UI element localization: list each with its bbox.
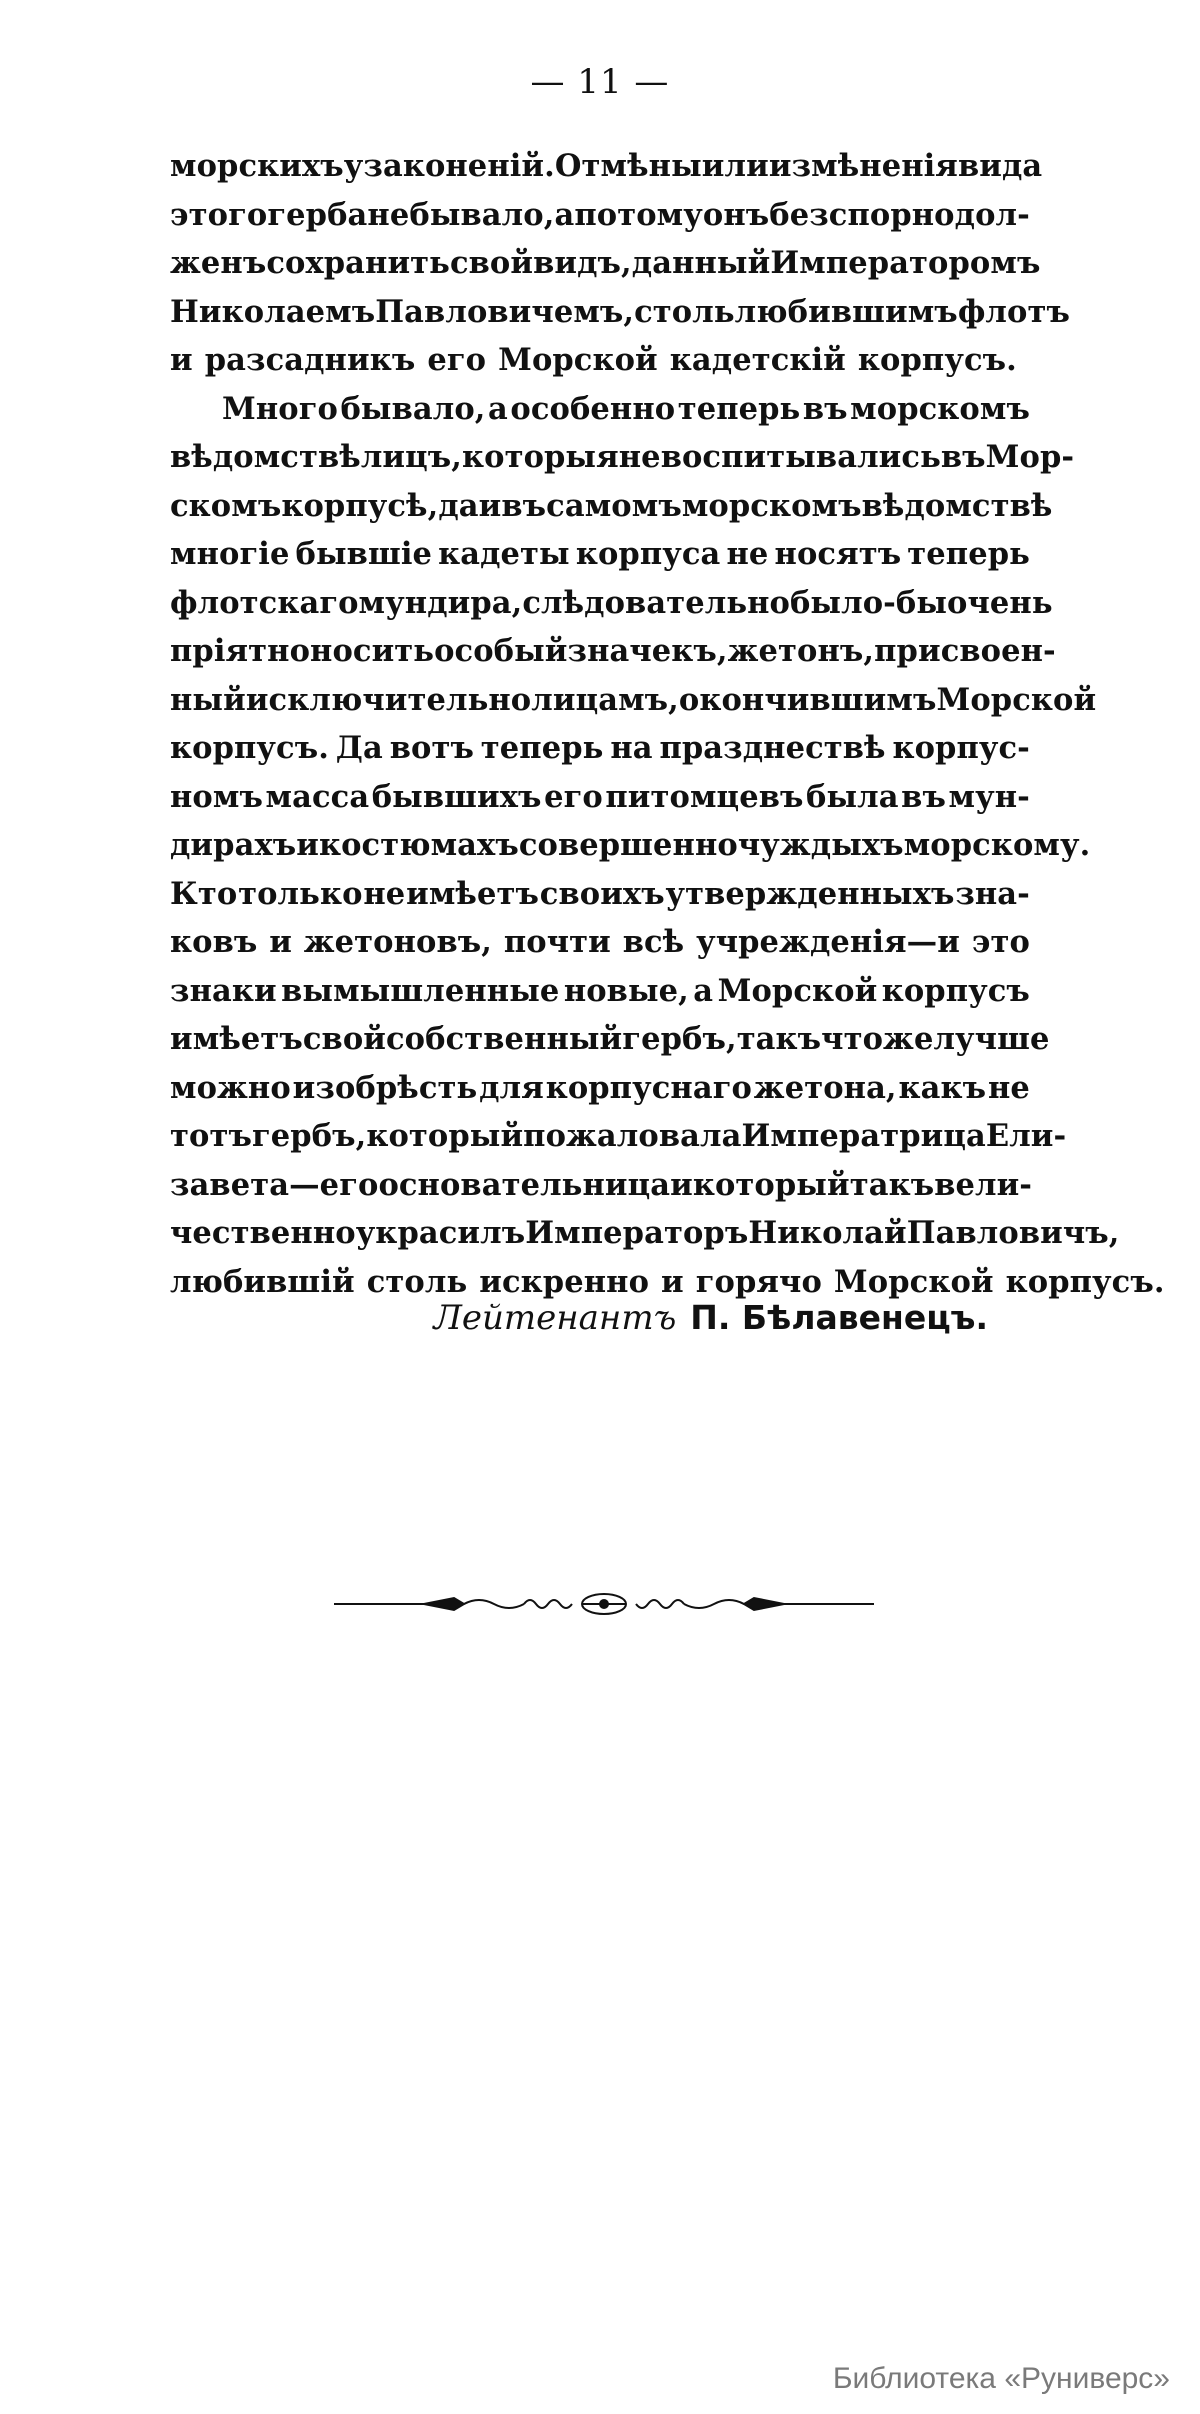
word: столь [366, 1263, 468, 1300]
word: въ [940, 439, 986, 475]
word: корпус- [892, 730, 1030, 766]
text-line [170, 967, 1030, 1016]
text-line [170, 724, 1030, 773]
word: узаконеній. [343, 148, 555, 184]
word: морскомъ [681, 487, 862, 524]
word: разсадникъ [204, 342, 416, 378]
word: женъ [170, 245, 267, 281]
word: теперь [907, 536, 1030, 572]
word: вѣдомствѣ [861, 487, 1053, 524]
word: который [692, 1166, 850, 1203]
word: этого [170, 196, 268, 233]
word: собственный [386, 1021, 623, 1057]
word: свой [302, 1021, 387, 1057]
word: очень [947, 584, 1053, 621]
word: вымышленные [281, 972, 560, 1009]
word: Много [222, 390, 338, 427]
word: онъ [702, 196, 770, 233]
word: питомцевъ [605, 778, 804, 815]
word: почти [503, 924, 611, 960]
word: знаки [170, 972, 277, 1009]
signature-title: Лейтенантъ [433, 1298, 677, 1338]
word: горячо [695, 1263, 822, 1300]
word: Павловичъ, [906, 1215, 1120, 1251]
word: мун- [948, 778, 1030, 815]
word: же [883, 1021, 934, 1057]
word: любившимъ [734, 293, 958, 330]
word: Императрица [741, 1118, 986, 1154]
word: а [693, 972, 714, 1009]
text-line [170, 579, 1053, 628]
word: гербъ, [622, 1021, 737, 1057]
text-line [170, 482, 1053, 531]
text-line [170, 918, 1030, 967]
word: что [821, 1021, 884, 1057]
word: или [701, 148, 769, 184]
word: и [170, 342, 193, 378]
word: присвоен- [874, 633, 1056, 669]
text-line [170, 1015, 1050, 1064]
word: теперь [677, 390, 801, 427]
word: въ [802, 390, 848, 427]
word: корпусъ. [170, 730, 329, 766]
word: не [363, 875, 406, 912]
word: скомъ [170, 487, 282, 524]
word: корпусъ. [857, 342, 1017, 378]
word: и [269, 924, 292, 960]
word: и [661, 1263, 684, 1300]
word: имѣетъ [406, 875, 539, 912]
word: дол- [954, 196, 1030, 233]
word: измѣненія [768, 148, 958, 184]
word: гербъ, [251, 1118, 367, 1154]
word: лицъ, [360, 439, 462, 475]
word: учрежденія—и [696, 924, 960, 960]
word: такъ [736, 1021, 822, 1057]
word: вида [957, 148, 1043, 184]
word: теперь [480, 730, 604, 766]
word: Николаемъ [170, 293, 376, 330]
word: его [544, 778, 603, 815]
body-text [170, 142, 1165, 1306]
word: украсилъ [355, 1215, 526, 1251]
decorative-divider-ornament [334, 1584, 874, 1624]
word: всѣ [622, 924, 685, 960]
word: Ели- [985, 1118, 1067, 1154]
word: корпусъ [881, 972, 1030, 1009]
word: а [554, 196, 575, 233]
text-line [170, 676, 1097, 725]
word: столь [634, 293, 735, 330]
word: было-бы [789, 584, 948, 621]
word: сохранить [266, 245, 450, 281]
word: слѣдовательно [522, 584, 790, 621]
word: особенно [510, 390, 676, 427]
word: свой [449, 245, 534, 281]
word: масса [265, 778, 370, 815]
word: герба [267, 196, 368, 233]
word: совершенно [518, 827, 738, 863]
word: не [618, 439, 661, 475]
word: была [806, 778, 899, 815]
word: самомъ [546, 487, 682, 524]
text-line [170, 1064, 1030, 1113]
text-line [170, 191, 1030, 240]
word: кадетскій [669, 342, 846, 378]
word: его [427, 342, 487, 378]
word: бывшихъ [371, 778, 542, 815]
word: Павловичемъ, [375, 293, 635, 330]
word: флотскаго [170, 584, 359, 621]
word: корпуса [575, 536, 721, 572]
text-line [170, 530, 1030, 579]
page-number: — 11 — [530, 62, 670, 102]
word: а [488, 390, 508, 427]
word: мундира, [358, 584, 523, 621]
word: утвержденныхъ [665, 875, 955, 912]
word: завета—его [170, 1166, 379, 1203]
word: жетона, [753, 1069, 897, 1106]
text-line [170, 142, 1043, 191]
word: Да [335, 730, 383, 766]
word: своихъ [539, 875, 665, 912]
word: да [438, 487, 479, 524]
signature [434, 1298, 988, 1338]
word: Морской [498, 342, 658, 378]
word: видъ, [533, 245, 632, 281]
word: бывшіе [295, 536, 433, 572]
word: дирахъ [170, 827, 297, 863]
word: лицамъ, [531, 681, 679, 718]
word: какъ [898, 1069, 987, 1106]
word: Морской [833, 1263, 994, 1300]
word: изобрѣсть [292, 1069, 478, 1106]
word: номъ [170, 778, 263, 815]
word: и [670, 1166, 693, 1203]
word: любившій [170, 1263, 355, 1300]
word: не [988, 1069, 1030, 1106]
word: можно [170, 1069, 291, 1106]
word: потому [574, 196, 703, 233]
word: вотъ [389, 730, 474, 766]
text-line [170, 1209, 1120, 1258]
word: такъ [849, 1166, 935, 1203]
word: чественно [170, 1215, 356, 1251]
word: воспитывались [660, 439, 941, 475]
word: и [478, 487, 502, 524]
word: только [238, 875, 363, 912]
text-line [170, 385, 1030, 434]
word: которыя [462, 439, 619, 475]
word: на [610, 730, 653, 766]
word: Николай [748, 1215, 907, 1251]
text-line [170, 627, 1056, 676]
word: многіе [170, 536, 290, 572]
word: не [367, 196, 410, 233]
word: Императоръ [525, 1215, 749, 1251]
text-line [170, 288, 1070, 337]
word: новые, [563, 972, 689, 1009]
word: и [296, 827, 319, 863]
word: тотъ [170, 1118, 252, 1154]
word: особый [434, 633, 568, 669]
word: чуждыхъ [737, 827, 904, 863]
word: значекъ, [567, 633, 728, 669]
word: морскому. [903, 827, 1091, 863]
signature-name: П. Бѣлавенецъ. [690, 1298, 988, 1337]
word: костюмахъ [318, 827, 519, 863]
word: не [726, 536, 769, 572]
word: пріятно [170, 633, 311, 669]
word: безспорно [769, 196, 955, 233]
text-line [170, 1112, 1067, 1161]
word: бывало, [409, 196, 555, 233]
text-line [170, 336, 1030, 385]
word: который [366, 1118, 524, 1154]
word: исключительно [245, 681, 532, 718]
word: носить [310, 633, 435, 669]
text-line [170, 433, 1075, 482]
word: Отмѣны [554, 148, 702, 184]
word: празднествѣ [659, 730, 886, 766]
word: имѣетъ [170, 1021, 303, 1057]
word: Кто [170, 875, 238, 912]
word: пожаловала [523, 1118, 742, 1154]
word: корпуснаго [545, 1069, 752, 1106]
word: въ [901, 778, 946, 815]
word: носятъ [774, 536, 902, 572]
word: для [479, 1069, 544, 1106]
word: ковъ [170, 924, 258, 960]
word: вѣдомствѣ [170, 439, 361, 475]
word: бывало, [340, 390, 486, 427]
word: это [971, 924, 1030, 960]
word: Мор- [985, 439, 1075, 475]
word: зна- [955, 875, 1030, 912]
library-watermark: Библиотека «Руниверс» [832, 2362, 1170, 2395]
word: корпусъ. [1005, 1263, 1165, 1300]
word: кадеты [438, 536, 570, 572]
word: ный [170, 681, 246, 718]
text-line [170, 773, 1030, 822]
word: жетоновъ, [303, 924, 493, 960]
text-line [170, 870, 1030, 919]
word: морскихъ [170, 148, 344, 184]
text-line [170, 1161, 1033, 1210]
word: морскомъ [850, 390, 1030, 427]
word: вели- [934, 1166, 1033, 1203]
word: Морской [936, 681, 1097, 718]
word: жетонъ, [727, 633, 875, 669]
word: Морской [717, 972, 878, 1009]
word: искренно [479, 1263, 650, 1300]
word: флотъ [957, 293, 1070, 330]
word: въ [501, 487, 547, 524]
word: данный [631, 245, 771, 281]
word: окончившимъ [678, 681, 937, 718]
text-line [170, 239, 1041, 288]
word: основательница [378, 1166, 671, 1203]
word: Императоромъ [770, 245, 1041, 281]
word: лучше [933, 1021, 1050, 1057]
text-line [170, 821, 1091, 870]
word: корпусѣ, [281, 487, 439, 524]
